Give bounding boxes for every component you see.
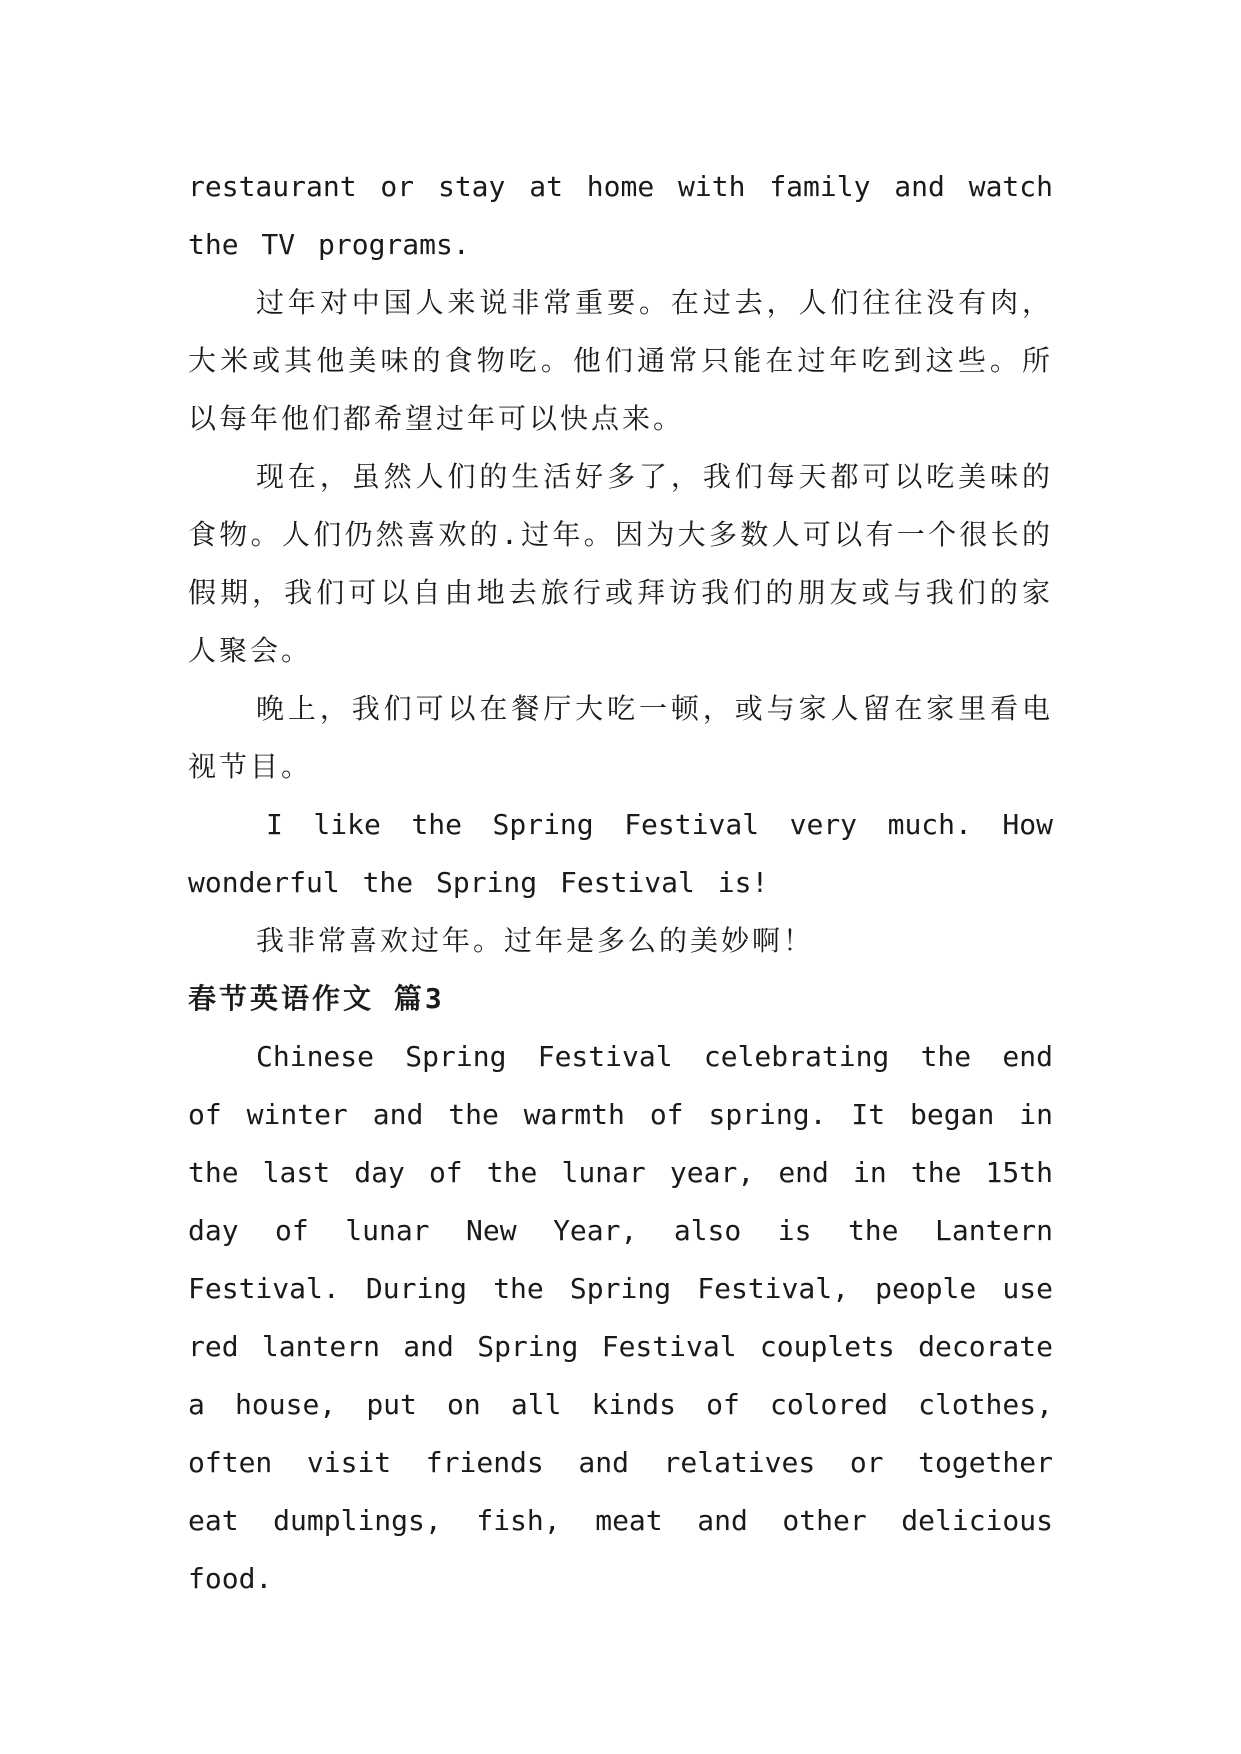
paragraph-like-english: I like the Spring Festival very much. How wonderful the Spring Festival is!	[188, 808, 1053, 899]
section-heading: 春节英语作文 篇3	[188, 982, 445, 1015]
paragraph-evening: 晚上，我们可以在餐厅大吃一顿，或与家人留在家里看电视节目。	[188, 692, 1053, 783]
paragraph-like-chinese: 我非常喜欢过年。过年是多么的美妙啊！	[256, 924, 815, 957]
paragraph-modern-life: 现在，虽然人们的生活好多了，我们每天都可以吃美味的食物。人们仍然喜欢的.过年。因为大多数人可以有一个很长的假期，我们可以自由地去旅行或拜访我们的朋友或与我们的家人聚会。	[188, 460, 1053, 667]
paragraph-spring-festival-essay: Chinese Spring Festival celebrating the end of winter and the warmth of spring. It began in the last day of the lunar year, end in the 15th day of lunar New Year, also is the Lantern Festival. During the Spring Festival, people use red lantern and Spring Festival couplets decorate a house, put on all kinds of colored clothes, often visit friends and relatives or together eat dumplings, fish, meat and other delicious food.	[188, 1040, 1053, 1595]
paragraph-importance: 过年对中国人来说非常重要。在过去，人们往往没有肉，大米或其他美味的食物吃。他们通常只能在过年吃到这些。所以每年他们都希望过年可以快点来。	[188, 286, 1053, 435]
paragraph-continuation: restaurant or stay at home with family and watch the TV programs.	[188, 170, 1053, 261]
document-body	[188, 158, 1053, 1608]
